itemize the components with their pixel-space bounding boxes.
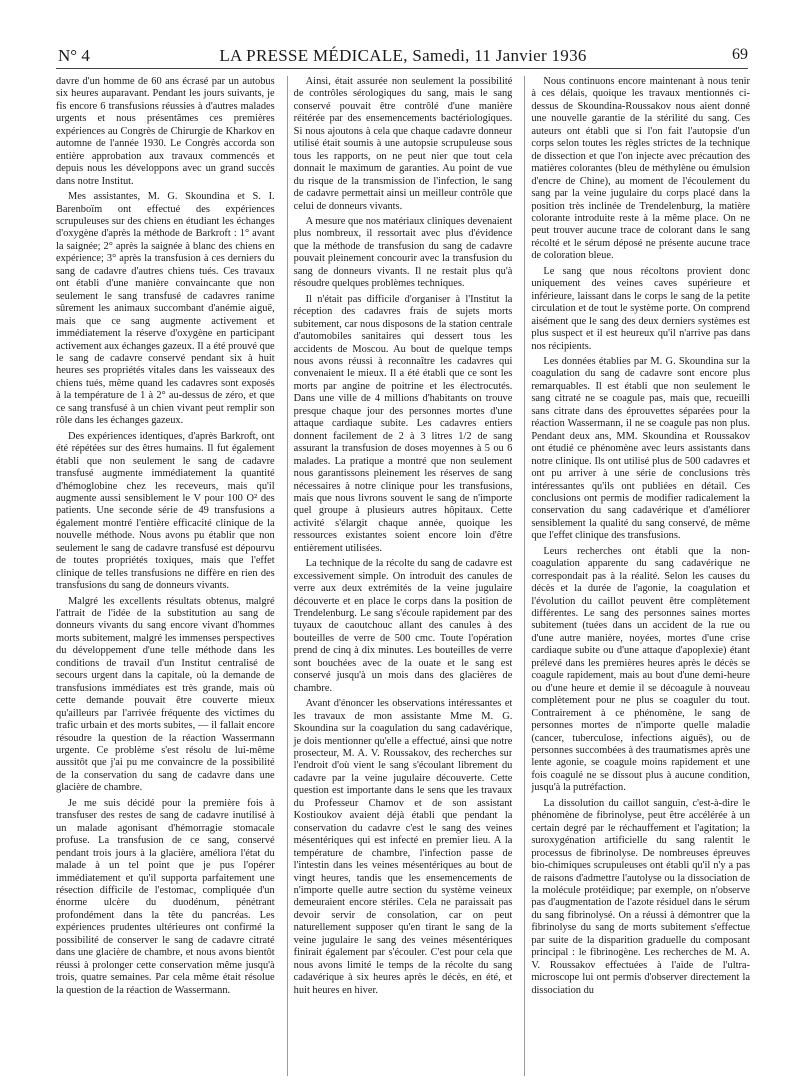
- paragraph: Les données établies par M. G. Skoundina sur la coagulation du sang de cadavre sont encore plus remarquables. Il est établi que non seulement le sang citraté ne se coagule pas, mais que, recueilli sans citrate dans des éprouvettes séparées pour la réaction Wassermann, il ne se coagule pas non plus. Pendant deux ans, MM. Skoundina et Roussakov ont étudié ce phénomène avec leurs assistants dans notre clinique. Ils ont utilisé plus de 500 cadavres et ont pu arriver à une série de conclusions très intéressantes qu'ils ont publiées en détail. Ces conclusions ont permis de modifier radicalement la conservation du sang cadavérique et d'améliorer sensiblement la qualité du sang conservé, de même que l'effet clinique des transfusions.: [531, 355, 751, 542]
- paragraph: Nous continuons encore maintenant à nous tenir à ces délais, quoique les travaux mentionnés ci-dessus de Skoundina-Roussakov nous aient donné une nouvelle garantie de la stérilité du sang. Ces auteurs ont établi que si l'on fait l'autopsie d'un corps selon toutes les règles strictes de la technique de dissection et que l'on injecte avec précaution des matières colorantes (bleu de méthylène ou émulsion d'encre de Chine), au moment de l'écoulement du sang par la veine jugulaire du corps placé dans la position très inclinée de Trendelenburg, la matière colorante introduite reste à la même place. On ne peut trouver aucune trace de colorant dans le sang récolté et le sérum déposé ne présente aucune trace de coloration bleue.: [531, 76, 751, 262]
- paragraph: Le sang que nous récoltons provient donc uniquement des veines caves supérieure et inférieure, laissant dans le corps le sang de la petite circulation et de tout le système porte. On comprend aisément que le sang des deux derniers systèmes est plus suspect et il est heureux qu'il n'arrive pas dans nos récipients.: [531, 265, 751, 352]
- paragraph: Leurs recherches ont établi que la non-coagulation apparente du sang cadavérique ne correspondait pas à la réalité. Selon les causes du décès et la durée de l'agonie, la coagulation et l'évolution du caillot peuvent être complètement différentes. Le sang des personnes saines mortes subitement (tuées dans un accident de la rue ou d'une autre manière, noyées, mortes d'une crise cardiaque subite ou d'une attaque d'apoplexie) étant prélevé dans les premières heures après le décès se coagule rapidement, mais au bout d'une demi-heure ou d'une heure et demie il se décoagule à nouveau complètement pour ne plus se coaguler du tout. Contrairement à ce phénomène, le sang de personnes mortes de n'importe quelle maladie (cancer, tuberculose, infections aiguës), ou de personnes succombées à des traumatismes après une lente agonie, se coagule moins rapidement et une fois coagulé ne se dissout plus à aucune condition, jusqu'à la putréfaction.: [531, 545, 751, 794]
- paragraph: davre d'un homme de 60 ans écrasé par un autobus six heures auparavant. Pendant les jours suivants, je fis encore 6 transfusions réussies à d'autres malades urgents et nous présentâmes ces premières expériences au Congrès de Chirurgie de Kharkov en automne de l'année 1930. Le Congrès accorda son entière approbation aux travaux commencés et depuis nous les développons avec un grand succès dans notre Institut.: [56, 76, 275, 187]
- paragraph: La technique de la récolte du sang de cadavre est excessivement simple. On introduit des canules de verre aux deux extrémités de la veine jugulaire découverte et en place le corps dans la position de Trendelenburg. Le sang s'écoule rapidement par des tuyaux de caoutchouc allant des canules à des bouteilles de verre de 500 cmc. Toute l'opération prend de cinq à dix minutes. Les bouteilles de verre sont bouchées avec de la ouate et le sang est conservé jusqu'à un mois dans des glacières de chambre.: [293, 558, 513, 694]
- paragraph: Ainsi, était assurée non seulement la possibilité de contrôles sérologiques du sang, mais le sang conservé pouvait être contrôlé d'une manière réitérée par des ensemencements bactériologiques. Si nous ajoutons à cela que chaque cadavre donneur utilisé était soumis à une autopsie scrupuleuse sous tous les rapports, on ne peut nier que tout cela donnait le maximum de garanties. Au point de vue du risque de la transmission de l'infection, le sang de cadavre permettait ainsi un meilleur contrôle que celui de donneurs vivants.: [293, 76, 513, 212]
- paragraph: Je me suis décidé pour la première fois à transfuser des restes de sang de cadavre inutilisé à un malade agonisant d'hémorragie stomacale profuse. La transfusion de ce sang, conservé pendant trois jours à la glacière, améliora l'état du malade à un tel point que je pus l'opérer immédiatement et qu'il supporta parfaitement une résection difficile de l'estomac, compliquée d'un énorme ulcère du duodénum, pénétrant profondément dans la tête du pancréas. Les expériences prudentes ultérieures ont confirmé la possibilité de conserver le sang de cadavre citraté dans une glacière de chambre, et nous avons bientôt réussi à prolonger cette conservation même jusqu'à trois, quatre semaines. Par cela même était résolue la question de la réaction de Wassermann.: [56, 797, 275, 996]
- paragraph: La dissolution du caillot sanguin, c'est-à-dire le phénomène de fibrinolyse, peut être accélérée à un certain degré par le réchauffement et l'agitation; la suroxygénation artificielle du sang ralentit le processus de fibrinolyse. De nombreuses épreuves bio-chimiques scrupuleuses ont établi qu'il n'y a pas de raisons d'admettre l'autolyse ou la dissociation de la molécule protéidique; par exemple, on n'observe pas d'augmentation de l'azote résiduel dans le sérum du sang fibrinolysé. On a réussi à démontrer que la fibrinolyse du sang de morts subitement s'effectue par suite de la disparition graduelle du composant principal : le fibrinogène. Les recherches de M. A. V. Roussakov effectuées à l'aide de l'ultra-microscope lui ont permis d'observer directement la dissociation du: [531, 797, 751, 996]
- header-rule: [56, 68, 748, 69]
- page-number-right: 69: [732, 46, 748, 63]
- column-2: [287, 76, 513, 1076]
- page-number-left: N° 4: [58, 46, 90, 65]
- article-body: [56, 76, 750, 1076]
- paragraph: Des expériences identiques, d'après Barkroft, ont été répétées sur des êtres humains. Il fut également établi que non seulement le sang de cadavre transfusé augmente immédiatement la quantité d'hémoglobine chez les receveurs, mais qu'il augmente aussi sensiblement le V pour 100 O² des patients. Une seconde série de 49 transfusions a également montré l'entière efficacité clinique de la nouvelle méthode. Nous avons pu établir que non seulement le sang de cadavre transfusé est dépourvu de toutes propriétés toxiques, mais que l'effet clinique de telles transfusions ne diffère en rien des transfusions du sang de donneurs vivants.: [56, 430, 275, 592]
- paragraph: Malgré les excellents résultats obtenus, malgré l'attrait de l'idée de la substitution au sang de donneurs vivants du sang encore vivant d'hommes morts subitement, malgré les immenses perspectives du développement d'une telle méthode dans les conditions de travail d'un Institut centralisé de secours urgent dans la capitale, où la demande de transfusions immédiates est très grande, mais où cette demande pouvait être couverte mieux qu'ailleurs par l'arrivée fréquente des victimes du trafic urbain et des morts subites, — il fallait encore résoudre la question de la réaction Wassermann urgente. Ce problème s'est résolu de lui-même aussitôt que j'ai pu me convaincre de la possibilité de la conservation du sang de cadavre dans une glacière de chambre.: [56, 595, 275, 794]
- paragraph: Mes assistantes, M. G. Skoundina et S. I. Barenboïm ont effectué des expériences scrupuleuses sur des chiens en étudiant les échanges d'oxygène d'après la méthode de Barkroft : 1° avant la saignée; 2° après la saignée à blanc des chiens en expérience; 3° après la transfusion à ces derniers du sang de cadavre d'autres chiens tués. Ces travaux ont établi d'une manière convaincante que non seulement le sang transfusé de cadavres ranime sûrement les animaux succombant d'anémie aiguë, mais que ce sang augmente activement et immédiatement la réserve d'oxygène en participant activement aux échanges gazeux. Il a été prouvé que le sang de cadavre conservé pendant six à huit heures ses propriétés vitales dans les vaisseaux des chiens tués, même quand les cadavres sont exposés à la température de 1 à 2° au-dessus de zéro, et que ce sang transfusé à un chien vivant peut remplir son rôle dans les échanges gazeux.: [56, 191, 275, 427]
- paragraph: Avant d'énoncer les observations intéressantes et les travaux de mon assistante Mme M. G. Skoundina sur la coagulation du sang cadavérique, je dois mentionner qu'elle a effectué, ainsi que notre prosecteur, M. A. V. Roussakov, des recherches sur l'endroit d'où vient le sang s'écoulant librement du cadavre par la veine jugulaire découverte. Cette question est importante dans le sens que les travaux du Professeur Chamov et de son assistant Kostioukov avaient déjà établi que pendant la conservation du cadavre c'est le sang des veines mésentériques qui est infecté en premier lieu. A la température de chambre, l'infection passe de l'intestin dans les veines mésentériques au bout de vingt heures, tandis que les ensemencements de n'importe quelle autre section du système veineux demeuraient encore stériles. Cela ne paraissait pas devoir servir de consolation, car on peut naturellement supposer qu'en tirant le sang de la veine jugulaire le sang des veines mésentériques finirait également par s'écouler. C'est pour cela que nous avons limité le temps de la récolte du sang cadavérique à six heures après le décès, en été, et huit heures en hiver.: [293, 698, 513, 996]
- paragraph: A mesure que nos matériaux cliniques devenaient plus nombreux, il ressortait avec plus d'évidence que la méthode de transfusion du sang de cadavre pouvait pleinement concourir avec la transfusion du sang de donneurs vivants. Il ne restait plus qu'à résoudre quelques problèmes techniques.: [293, 215, 513, 290]
- column-1: [56, 76, 275, 1076]
- paragraph: Il n'était pas difficile d'organiser à l'Institut la réception des cadavres frais de sujets morts subitement, car nous disposons de la station centrale d'automobiles sanitaires qui dessert tous les accidents de Moscou. Au bout de quelque temps nous avons réussi à reconnaître les cadavres qui convenaient le mieux. Il a été établi que ce sont les morts par angine de poitrine et les électrocutés. Dans une ville de 4 millions d'habitants on trouve presque chaque jour des personnes mortes d'une attaque cardiaque subite. Les cadavres entiers donnent facilement de 2 à 3 litres 1/2 de sang assurant la transfusion de doses moyennes à 5 ou 6 malades. La pratique a montré que non seulement nous garantissons pleinement les réserves de sang nécessaires à notre clinique pour les transfusions, mais que nous livrons souvent le sang de n'importe quel groupe à plusieurs autres hôpitaux. Cette activité s'élargit chaque année, quoique les ressources existantes soient encore loin d'être entièrement utilisées.: [293, 293, 513, 554]
- column-3: [524, 76, 750, 1076]
- journal-running-title: LA PRESSE MÉDICALE, Samedi, 11 Janvier 1936: [219, 46, 587, 65]
- page-header: [58, 42, 748, 68]
